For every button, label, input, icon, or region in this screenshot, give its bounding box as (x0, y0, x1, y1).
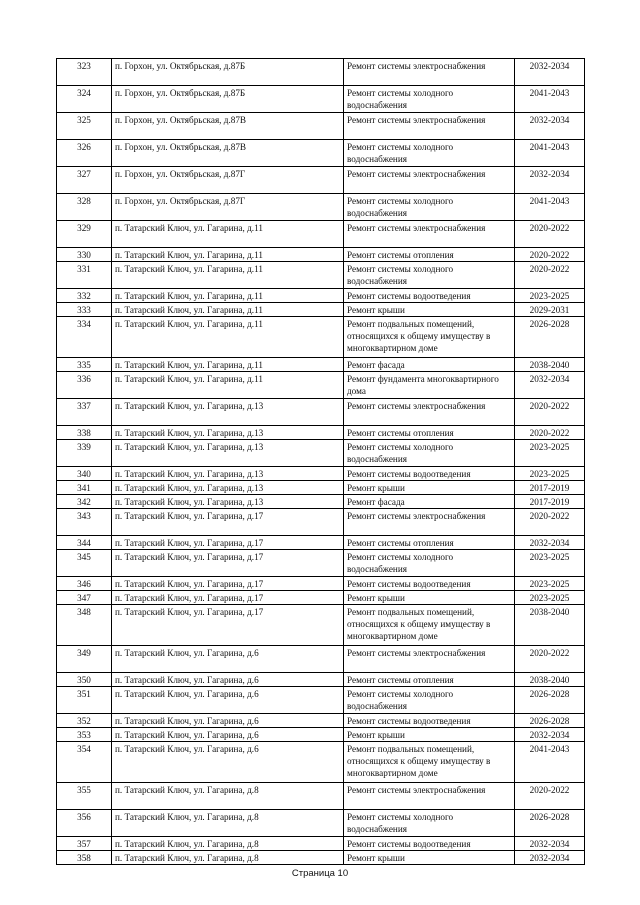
row-period: 2032-2034 (515, 372, 585, 399)
row-address: п. Татарский Ключ, ул. Гагарина, д.11 (112, 303, 344, 317)
table-row (57, 426, 585, 440)
page-number: Страница 10 (291, 868, 349, 879)
row-work-type: Ремонт системы электроснабжения (344, 783, 515, 810)
table-row (57, 248, 585, 262)
row-number: 353 (57, 728, 112, 742)
table-row (57, 358, 585, 372)
table-row (57, 673, 585, 687)
table-row (57, 495, 585, 509)
row-work-type: Ремонт системы электроснабжения (344, 113, 515, 140)
table-row (57, 728, 585, 742)
table-row (57, 372, 585, 399)
table-row (57, 467, 585, 481)
row-number: 339 (57, 440, 112, 467)
row-work-type: Ремонт системы электроснабжения (344, 59, 515, 86)
row-address: п. Татарский Ключ, ул. Гагарина, д.13 (112, 426, 344, 440)
row-number: 329 (57, 221, 112, 248)
row-number: 348 (57, 605, 112, 646)
table-row (57, 646, 585, 673)
row-work-type: Ремонт системы холодного водоснабжения (344, 440, 515, 467)
row-number: 331 (57, 262, 112, 289)
row-period: 2023-2025 (515, 591, 585, 605)
table-row (57, 262, 585, 289)
table-row (57, 440, 585, 467)
table-row (57, 714, 585, 728)
row-number: 356 (57, 810, 112, 837)
row-number: 347 (57, 591, 112, 605)
row-address: п. Татарский Ключ, ул. Гагарина, д.8 (112, 851, 344, 865)
row-address: п. Татарский Ключ, ул. Гагарина, д.6 (112, 728, 344, 742)
row-number: 336 (57, 372, 112, 399)
row-number: 333 (57, 303, 112, 317)
row-address: п. Татарский Ключ, ул. Гагарина, д.8 (112, 783, 344, 810)
row-work-type: Ремонт системы холодного водоснабжения (344, 687, 515, 714)
row-period: 2026-2028 (515, 317, 585, 358)
row-period: 2017-2019 (515, 495, 585, 509)
table-row (57, 289, 585, 303)
row-period: 2020-2022 (515, 426, 585, 440)
row-period: 2023-2025 (515, 550, 585, 577)
row-work-type: Ремонт системы холодного водоснабжения (344, 194, 515, 221)
row-work-type: Ремонт системы электроснабжения (344, 509, 515, 536)
row-number: 324 (57, 86, 112, 113)
row-work-type: Ремонт подвальных помещений, относящихся к общему имуществу в многоквартирном доме (344, 317, 515, 358)
row-number: 358 (57, 851, 112, 865)
row-address: п. Горхон, ул. Октябрьская, д.87Г (112, 194, 344, 221)
table-row (57, 577, 585, 591)
row-period: 2023-2025 (515, 289, 585, 303)
table-row (57, 742, 585, 783)
row-address: п. Татарский Ключ, ул. Гагарина, д.17 (112, 509, 344, 536)
row-work-type: Ремонт крыши (344, 851, 515, 865)
row-address: п. Татарский Ключ, ул. Гагарина, д.8 (112, 810, 344, 837)
row-work-type: Ремонт фасада (344, 495, 515, 509)
table-row (57, 140, 585, 167)
row-number: 326 (57, 140, 112, 167)
row-number: 327 (57, 167, 112, 194)
row-work-type: Ремонт системы холодного водоснабжения (344, 550, 515, 577)
row-period: 2020-2022 (515, 783, 585, 810)
row-work-type: Ремонт системы водоотведения (344, 577, 515, 591)
row-address: п. Татарский Ключ, ул. Гагарина, д.11 (112, 221, 344, 248)
row-address: п. Татарский Ключ, ул. Гагарина, д.11 (112, 317, 344, 358)
row-number: 334 (57, 317, 112, 358)
table-row (57, 317, 585, 358)
table-row (57, 221, 585, 248)
row-address: п. Татарский Ключ, ул. Гагарина, д.11 (112, 372, 344, 399)
row-number: 337 (57, 399, 112, 426)
row-period: 2023-2025 (515, 467, 585, 481)
row-address: п. Горхон, ул. Октябрьская, д.87Б (112, 59, 344, 86)
row-work-type: Ремонт системы электроснабжения (344, 399, 515, 426)
row-period: 2020-2022 (515, 248, 585, 262)
row-period: 2020-2022 (515, 509, 585, 536)
row-work-type: Ремонт системы холодного водоснабжения (344, 86, 515, 113)
row-period: 2026-2028 (515, 810, 585, 837)
row-address: п. Татарский Ключ, ул. Гагарина, д.13 (112, 495, 344, 509)
table-row (57, 59, 585, 86)
row-period: 2041-2043 (515, 86, 585, 113)
row-address: п. Татарский Ключ, ул. Гагарина, д.11 (112, 248, 344, 262)
row-work-type: Ремонт крыши (344, 728, 515, 742)
row-address: п. Татарский Ключ, ул. Гагарина, д.11 (112, 289, 344, 303)
row-address: п. Татарский Ключ, ул. Гагарина, д.6 (112, 714, 344, 728)
row-period: 2032-2034 (515, 59, 585, 86)
row-period: 2041-2043 (515, 742, 585, 783)
table-row (57, 810, 585, 837)
row-number: 355 (57, 783, 112, 810)
row-work-type: Ремонт системы холодного водоснабжения (344, 810, 515, 837)
row-address: п. Татарский Ключ, ул. Гагарина, д.11 (112, 358, 344, 372)
table-row (57, 399, 585, 426)
row-period: 2026-2028 (515, 714, 585, 728)
table-row (57, 509, 585, 536)
row-period: 2023-2025 (515, 440, 585, 467)
row-address: п. Татарский Ключ, ул. Гагарина, д.17 (112, 550, 344, 577)
row-period: 2041-2043 (515, 194, 585, 221)
row-address: п. Горхон, ул. Октябрьская, д.87В (112, 140, 344, 167)
table-row (57, 550, 585, 577)
table-row (57, 783, 585, 810)
row-number: 349 (57, 646, 112, 673)
row-period: 2017-2019 (515, 481, 585, 495)
row-work-type: Ремонт системы водоотведения (344, 289, 515, 303)
table-row (57, 605, 585, 646)
table-row (57, 194, 585, 221)
row-period: 2020-2022 (515, 221, 585, 248)
row-address: п. Горхон, ул. Октябрьская, д.87Г (112, 167, 344, 194)
row-number: 351 (57, 687, 112, 714)
row-period: 2026-2028 (515, 687, 585, 714)
table-body (57, 59, 585, 865)
row-period: 2038-2040 (515, 605, 585, 646)
repair-schedule-table (56, 58, 585, 865)
row-address: п. Татарский Ключ, ул. Гагарина, д.13 (112, 399, 344, 426)
row-work-type: Ремонт подвальных помещений, относящихся к общему имуществу в многоквартирном доме (344, 605, 515, 646)
row-period: 2038-2040 (515, 358, 585, 372)
row-number: 350 (57, 673, 112, 687)
row-work-type: Ремонт системы водоотведения (344, 467, 515, 481)
row-number: 342 (57, 495, 112, 509)
row-work-type: Ремонт крыши (344, 591, 515, 605)
row-address: п. Татарский Ключ, ул. Гагарина, д.6 (112, 646, 344, 673)
table-row (57, 481, 585, 495)
row-work-type: Ремонт системы водоотведения (344, 837, 515, 851)
row-period: 2032-2034 (515, 728, 585, 742)
row-address: п. Татарский Ключ, ул. Гагарина, д.17 (112, 591, 344, 605)
row-period: 2032-2034 (515, 837, 585, 851)
row-address: п. Татарский Ключ, ул. Гагарина, д.8 (112, 837, 344, 851)
row-number: 332 (57, 289, 112, 303)
table-row (57, 536, 585, 550)
row-address: п. Татарский Ключ, ул. Гагарина, д.11 (112, 262, 344, 289)
row-period: 2023-2025 (515, 577, 585, 591)
row-address: п. Горхон, ул. Октябрьская, д.87В (112, 113, 344, 140)
row-address: п. Татарский Ключ, ул. Гагарина, д.17 (112, 577, 344, 591)
row-work-type: Ремонт системы водоотведения (344, 714, 515, 728)
row-address: п. Татарский Ключ, ул. Гагарина, д.13 (112, 481, 344, 495)
row-number: 354 (57, 742, 112, 783)
row-work-type: Ремонт фундамента многоквартирного дома (344, 372, 515, 399)
row-period: 2032-2034 (515, 113, 585, 140)
row-period: 2032-2034 (515, 851, 585, 865)
row-period: 2032-2034 (515, 167, 585, 194)
row-address: п. Татарский Ключ, ул. Гагарина, д.13 (112, 467, 344, 481)
row-number: 330 (57, 248, 112, 262)
row-work-type: Ремонт фасада (344, 358, 515, 372)
table-row (57, 591, 585, 605)
row-work-type: Ремонт крыши (344, 481, 515, 495)
row-work-type: Ремонт крыши (344, 303, 515, 317)
row-number: 335 (57, 358, 112, 372)
row-period: 2041-2043 (515, 140, 585, 167)
row-number: 343 (57, 509, 112, 536)
row-number: 341 (57, 481, 112, 495)
table-row (57, 86, 585, 113)
row-address: п. Татарский Ключ, ул. Гагарина, д.6 (112, 687, 344, 714)
row-number: 323 (57, 59, 112, 86)
row-number: 340 (57, 467, 112, 481)
row-number: 346 (57, 577, 112, 591)
row-period: 2032-2034 (515, 536, 585, 550)
row-work-type: Ремонт системы холодного водоснабжения (344, 140, 515, 167)
table-row (57, 851, 585, 865)
row-work-type: Ремонт системы отопления (344, 426, 515, 440)
row-address: п. Татарский Ключ, ул. Гагарина, д.17 (112, 605, 344, 646)
row-period: 2038-2040 (515, 673, 585, 687)
row-work-type: Ремонт подвальных помещений, относящихся к общему имуществу в многоквартирном доме (344, 742, 515, 783)
row-work-type: Ремонт системы отопления (344, 536, 515, 550)
row-number: 357 (57, 837, 112, 851)
table-row (57, 303, 585, 317)
row-address: п. Татарский Ключ, ул. Гагарина, д.6 (112, 742, 344, 783)
row-number: 338 (57, 426, 112, 440)
row-period: 2020-2022 (515, 262, 585, 289)
row-address: п. Татарский Ключ, ул. Гагарина, д.17 (112, 536, 344, 550)
table-row (57, 113, 585, 140)
row-work-type: Ремонт системы холодного водоснабжения (344, 262, 515, 289)
row-address: п. Татарский Ключ, ул. Гагарина, д.13 (112, 440, 344, 467)
table-row (57, 687, 585, 714)
row-work-type: Ремонт системы электроснабжения (344, 646, 515, 673)
row-number: 328 (57, 194, 112, 221)
row-work-type: Ремонт системы электроснабжения (344, 221, 515, 248)
row-work-type: Ремонт системы отопления (344, 673, 515, 687)
row-period: 2020-2022 (515, 399, 585, 426)
table-row (57, 837, 585, 851)
row-period: 2029-2031 (515, 303, 585, 317)
row-number: 344 (57, 536, 112, 550)
row-work-type: Ремонт системы отопления (344, 248, 515, 262)
row-period: 2020-2022 (515, 646, 585, 673)
row-work-type: Ремонт системы электроснабжения (344, 167, 515, 194)
table-row (57, 167, 585, 194)
row-number: 345 (57, 550, 112, 577)
row-number: 325 (57, 113, 112, 140)
row-address: п. Татарский Ключ, ул. Гагарина, д.6 (112, 673, 344, 687)
row-address: п. Горхон, ул. Октябрьская, д.87Б (112, 86, 344, 113)
row-number: 352 (57, 714, 112, 728)
